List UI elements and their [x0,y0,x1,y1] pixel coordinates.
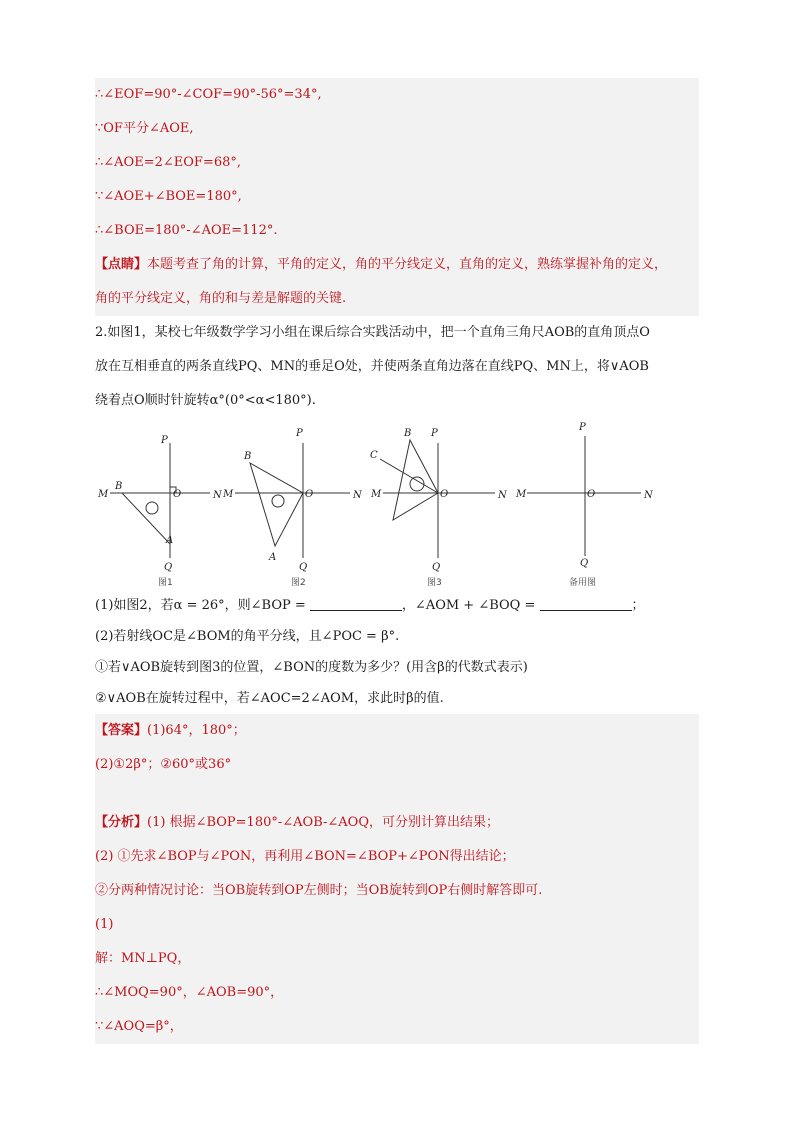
label-o: O [173,489,182,500]
label-p: P [161,435,168,446]
svg-text:P: P [431,428,438,439]
answer-line-2: (2)①2β°；②60°或36° [95,748,699,782]
svg-text:O: O [587,489,596,500]
label-q: Q [164,562,173,573]
solution-line-3: ∵∠AOQ=β°， [95,1010,699,1044]
label-n: N [213,490,222,501]
svg-text:N: N [644,490,653,501]
document-page [95,78,699,1044]
svg-text:B: B [404,428,412,439]
label-b: B [115,481,123,492]
answer-line-1: 【答案】(1)64°，180°； [95,714,699,748]
label-m: M [98,489,109,500]
text-line: ∵∠AOE+∠BOE=180°, [95,180,699,214]
text-line: ∴∠BOE=180°-∠AOE=112°. [95,214,699,248]
svg-text:O: O [305,489,314,500]
comment-tag: 【点睛】 [95,257,148,272]
svg-text:N: N [498,490,507,501]
problem-line-1: 2.如图1，某校七年级数学学习小组在课后综合实践活动中，把一个直角三角尺AOB的直角顶点O [95,325,650,340]
comment-text: 本题考查了角的计算，平角的定义，角的平分线定义，直角的定义，熟练掌握补角的定义， [147,257,668,272]
comment-line-2: 角的平分线定义，角的和与差是解题的关键. [95,282,699,316]
caption-fig1: 图1 [158,578,173,588]
question-2-1: ①若∨AOB旋转到图3的位置，∠BON的度数为多少？(用含β的代数式表示) [95,660,528,675]
text-line: ∴∠AOE=2∠EOF=68°, [95,146,699,180]
solution-line-1: 解：MN⊥PQ， [95,942,699,976]
text-line: ∴∠EOF=90°-∠COF=90°-56°=34°, [95,78,699,112]
answer-tag: 【答案】 [95,723,148,738]
label-a: A [166,535,174,546]
blank-1[interactable] [310,596,402,611]
svg-text:A: A [269,552,277,563]
svg-text:B: B [244,451,252,462]
svg-text:N: N [353,490,362,501]
svg-text:P: P [579,422,586,433]
svg-text:Q: Q [432,562,441,573]
problem-line-3: 绕着点O顺时针旋转α°(0°<α<180°). [95,393,316,408]
analysis-tag: 【分析】 [95,815,148,830]
figure-svg [95,418,699,590]
label-c: C [370,450,378,461]
question-2: (2)若射线OC是∠BOM的角平分线，且∠POC = β°. [95,629,400,644]
caption-fig2: 图2 [291,578,306,588]
svg-text:M: M [223,489,234,500]
solution-part: (1) [95,908,699,942]
analysis-line-2: (2) ①先求∠BOP与∠PON，再利用∠BON=∠BOP+∠PON得出结论； [95,840,699,874]
blank-2[interactable] [540,596,632,611]
svg-text:Q: Q [580,558,589,569]
svg-text:M: M [371,489,382,500]
caption-backup: 备用图 [569,578,597,588]
question-2-2: ②∨AOB在旋转过程中，若∠AOC=2∠AOM，求此时β的值. [95,691,444,706]
svg-text:O: O [440,489,449,500]
svg-text:Q: Q [299,562,308,573]
caption-fig3: 图3 [427,578,442,588]
comment-line-1 [95,248,699,282]
svg-text:P: P [296,428,303,439]
question-1: (1)如图2，若α = 26°，则∠BOP = ，∠AOM + ∠BOQ = ； [95,598,645,613]
text-line: ∵OF平分∠AOE, [95,112,699,146]
solution-line-2: ∴∠MOQ=90°，∠AOB=90°， [95,976,699,1010]
analysis-line-1: 【分析】(1) 根据∠BOP=180°-∠AOB-∠AOQ，可分别计算出结果； [95,806,699,840]
analysis-line-3: ②分两种情况讨论：当OB旋转到OP左侧时；当OB旋转到OP右侧时解答即可. [95,874,699,908]
problem-line-2: 放在互相垂直的两条直线PQ、MN的垂足O处，并使两条直角边落在直线PQ、MN上，将∨AOB [95,359,649,374]
figure-row [95,418,699,590]
svg-text:M: M [516,489,527,500]
spacer [95,782,699,806]
